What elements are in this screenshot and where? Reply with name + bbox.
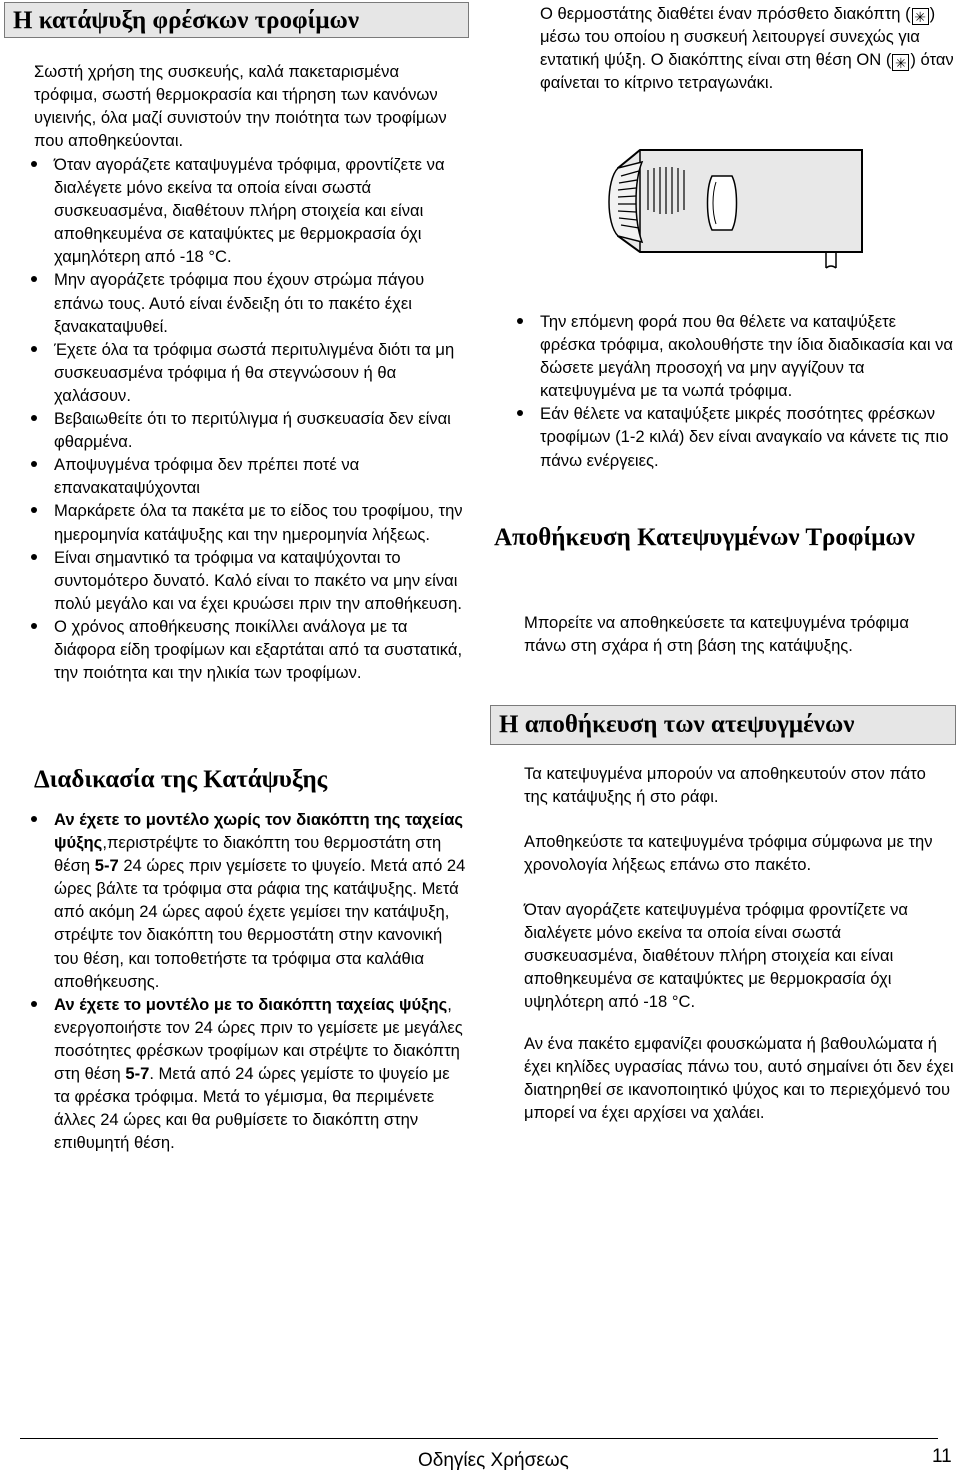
storage-paragraph-4: Αν ένα πακέτο εμφανίζει φουσκώματα ή βαθουλώματα ή έχει κηλίδες υγρασίας πάνω του, αυτό σημαίνει ότι δεν έχει διατηρηθεί σε ικανοποιητικό ψύχος και το περιεχόμενό του μπορεί να έχει αρχίσει να χαλάει.	[524, 1034, 954, 1123]
page-number: 11	[932, 1446, 952, 1467]
list-item: Βεβαιωθείτε ότι το περιτύλιγμα ή συσκευασία δεν είναι φθαρμένα.	[24, 407, 469, 453]
footer-label: Οδηγίες Χρήσεως	[418, 1450, 569, 1471]
fast-freeze-switch	[708, 176, 737, 230]
list-item: Την επόμενη φορά που θα θέλετε να καταψύξετε φρέσκα τρόφιμα, ακολουθήστε την ίδια διαδικασία και να δώσετε μεγάλη προσοχή να μην αγγίζουν τα κατεψυγμένα με τα νωπά τρόφιμα.	[510, 310, 955, 402]
thermostat-paragraph: Ο θερμοστάτης διαθέτει έναν πρόσθετο διακόπτη ( ✳ ) μέσω του οποίου η συσκευή λειτουργεί συνεχώς για εντατική ψύξη. Ο διακόπτης είναι στη θέση ON ( ✳ ) όταν φαίνεται το κίτρινο τετραγωνάκι.	[540, 4, 954, 93]
intro-paragraph: Σωστή χρήση της συσκευής, καλά πακεταρισμένα τρόφιμα, σωστή θερμοκρασία και τήρηση των κανόνων υγιεινής, όλα μαζί συνιστούν την ποιότητα των τροφίμων που αποθηκεύονται.	[34, 62, 447, 151]
list-item: Είναι σημαντικό τα τρόφιμα να καταψύχονται το συντομότερο δυνατό. Καλό είναι το πακέτο να μην είναι πολύ μεγάλο και να έχει κρυώσει πριν την αποθήκευση.	[24, 546, 469, 615]
list-item: Αν έχετε το μοντέλο με το διακόπτη ταχείας ψύξης, ενεργοποιήστε τον 24 ώρες πριν το γεμίσετε με μεγάλες ποσότητες φρέσκων τροφίμων και στρέψτε το διακόπτη στη θέση 5-7. Μετά από 24 ώρες γεμίστε το ψυγείο με τα φρέσκα τρόφιμα. Μετά το γέμισμα, θα περιμένετε άλλες 24 ώρες και θα ρυθμίσετε το διακόπτη στην επιθυμητή θέση.	[24, 993, 469, 1155]
list-item: Μην αγοράζετε τρόφιμα που έχουν στρώμα πάγου επάνω τους. Αυτό είναι ένδειξη ότι το πακέτο έχει ξανακαταψυθεί.	[24, 268, 469, 337]
unfrozen-storage-title: Η αποθήκευση των ατεψυγμένων	[490, 705, 956, 745]
storage-paragraph-1: Τα κατεψυγμένα μπορούν να αποθηκευτούν στον πάτο της κατάψυξης ή στο ράφι.	[524, 764, 926, 807]
fresh-food-tips-list	[510, 310, 955, 472]
storage-paragraph-3: Όταν αγοράζετε κατεψυγμένα τρόφιμα φροντίζετε να διαλέγετε μόνο εκείνα τα οποία είναι σωστά συσκευασμένα, διαθέτουν πλήρη στοιχεία και είναι αποθηκευμένα σε καταψύκτες με θερμοκρασία όχι υψηλότερη από -18 °C.	[524, 900, 908, 1012]
list-item: Αν έχετε το μοντέλο χωρίς τον διακόπτη της ταχείας ψύξης,περιστρέψτε το διακόπτη του θερμοστάτη στη θέση 5-7 24 ώρες πριν γεμίσετε το ψυγείο. Μετά από 24 ώρες βάλτε τα τρόφιμα στα ράφια της κατάψυξης. Μετά από ακόμη 24 ώρες αφού έχετε γεμίσει την κατάψυξη, στρέψτε τον διακόπτη του θερμοστάτη στην κανονική του θέση, και τοποθετήστε τα τρόφιμα στα καλάθια αποθήκευσης.	[24, 808, 469, 993]
freezing-tips-list	[24, 153, 469, 684]
storage-paragraph-2: Αποθηκεύστε τα κατεψυγμένα τρόφιμα σύμφωνα με την χρονολογία λήξεως επάνω στο πακέτο.	[524, 832, 933, 875]
list-item: Έχετε όλα τα τρόφιμα σωστά περιτυλιγμένα διότι τα μη συσκευασμένα τρόφιμα ή θα στεγνώσουν ή θα χαλάσουν.	[24, 338, 469, 407]
procedure-list	[24, 808, 469, 1154]
list-item: Ο χρόνος αποθήκευσης ποικίλλει ανάλογα με τα διάφορα είδη τροφίμων και εξαρτάται από τα συστατικά, την ποιότητα και την ηλικία των τροφίμων.	[24, 615, 469, 684]
storage-title: Αποθήκευση Κατεψυγμένων Τροφίμων	[494, 524, 915, 551]
snowflake-icon: ✳	[892, 54, 909, 71]
list-item: Όταν αγοράζετε καταψυγμένα τρόφιμα, φροντίζετε να διαλέγετε μόνο εκείνα τα οποία είναι σωστά συσκευασμένα, διαθέτουν πλήρη στοιχεία και είναι αποθηκευμένα σε καταψύκτες με θερμοκρασία όχι χαμηλότερη από -18 °C.	[24, 153, 469, 268]
list-item: Μαρκάρετε όλα τα πακέτα με το είδος του τροφίμου, την ημερομηνία κατάψυξης και την ημερομηνία λήξεως.	[24, 499, 469, 545]
list-item: Αποψυγμένα τρόφιμα δεν πρέπει ποτέ να επανακαταψύχονται	[24, 453, 469, 499]
thermostat-illustration	[600, 140, 870, 270]
procedure-title: Διαδικασία της Κατάψυξης	[34, 766, 328, 793]
section-title-freezing: Η κατάψυξη φρέσκων τροφίμων	[4, 2, 469, 38]
snowflake-icon: ✳	[912, 8, 929, 25]
footer-rule	[20, 1438, 938, 1439]
list-item: Εάν θέλετε να καταψύξετε μικρές ποσότητες φρέσκων τροφίμων (1-2 κιλά) δεν είναι αναγκαίο να κάνετε τις πιο πάνω ενέργειες.	[510, 402, 955, 471]
storage-paragraph: Μπορείτε να αποθηκεύσετε τα κατεψυγμένα τρόφιμα πάνω στη σχάρα ή στη βάση της κατάψυξης.	[524, 613, 909, 656]
